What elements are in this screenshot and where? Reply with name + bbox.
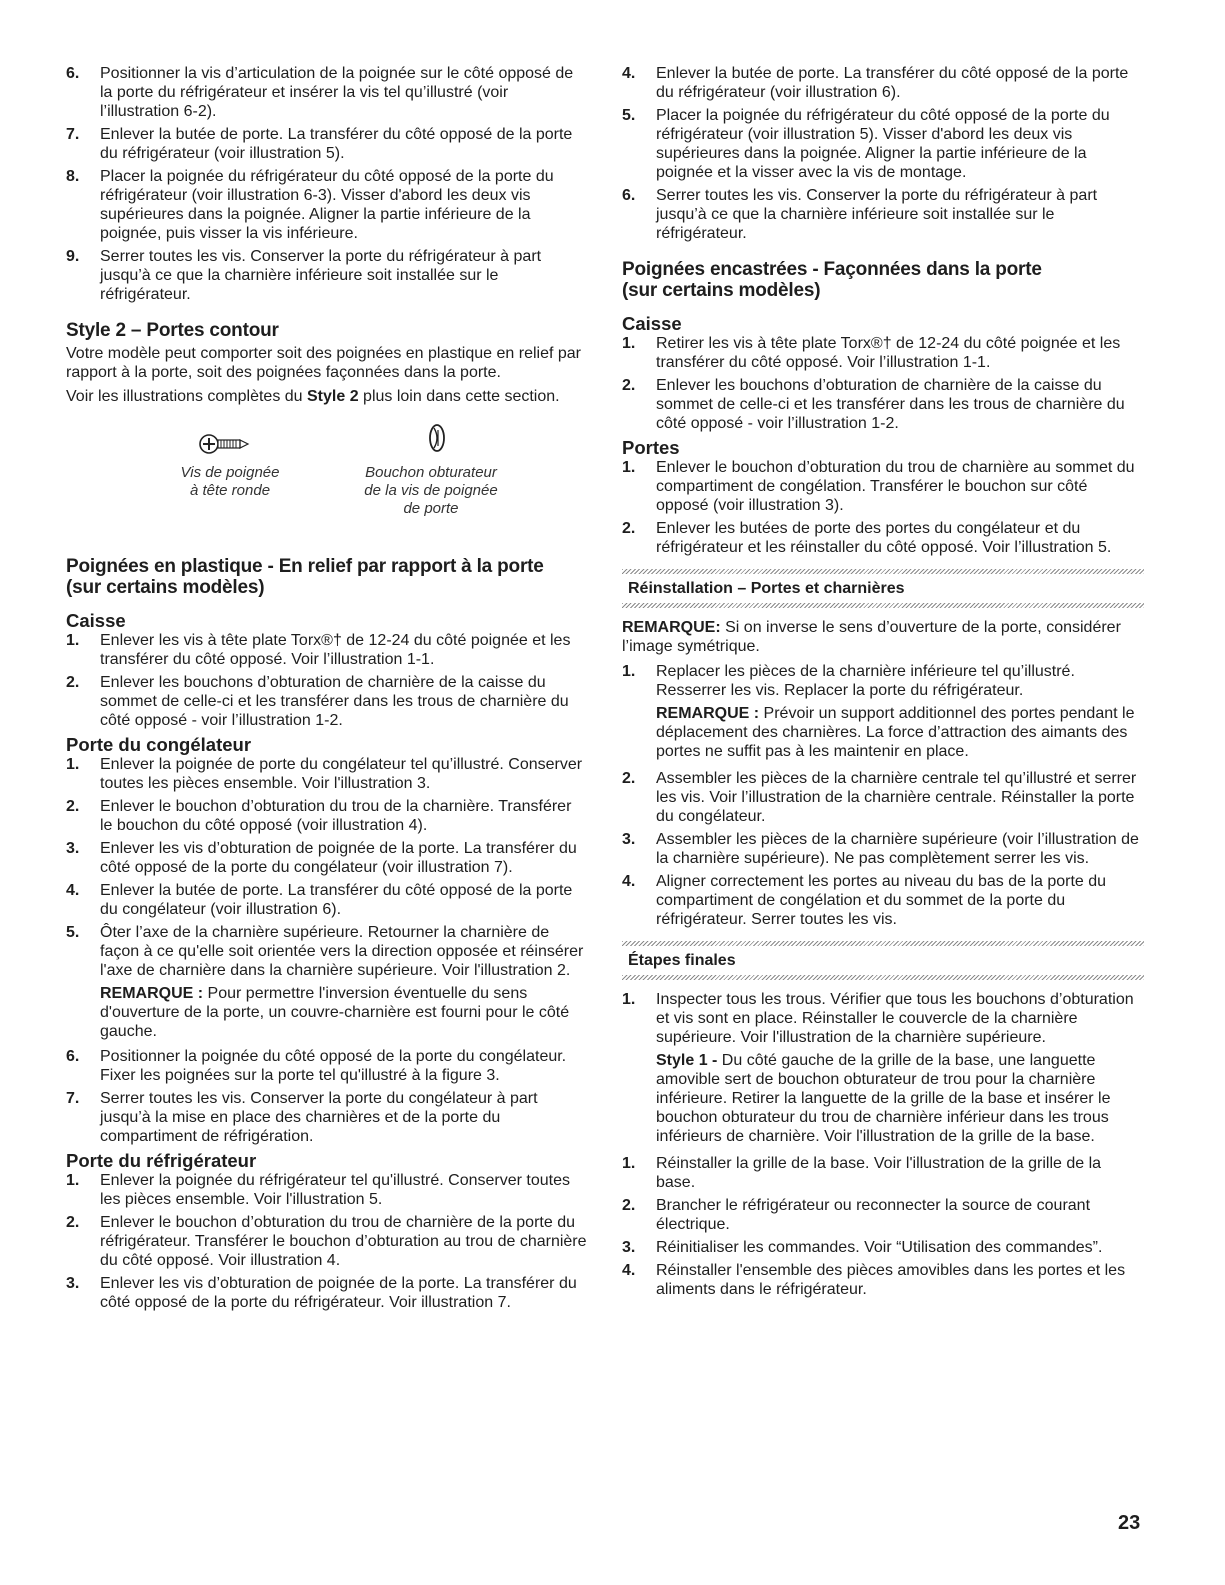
list-item [66,1274,588,1312]
step-text: Inspecter tous les trous. Vérifier que tous les bouchons d’obturation et vis sont en place. Réinstaller le couvercle de la charnière supérieure. Voir l'illustration de la charnière supérieure. [656,991,1134,1046]
list-item [622,1154,1144,1192]
step-number: 1. [622,991,636,1008]
list-item [66,167,588,243]
intro-steps-left [66,64,588,304]
reinstall-title: Réinstallation – Portes et charnières [628,580,905,597]
step-text: Enlever les vis d’obturation de poignée de la porte. La transférer du côté opposé de la porte du réfrigérateur. Voir illustration 7. [100,1275,577,1311]
step-text: Ôter l’axe de la charnière supérieure. Retourner la charnière de façon à ce qu'elle soit orientée vers la direction opposée et réinsérer l'axe de charnière dans la charnière supérieure. Voir l'illustration 2. [100,924,584,979]
step-text: Réinitialiser les commandes. Voir “Utilisation des commandes”. [656,1239,1103,1256]
hardware-figures [66,406,588,536]
step-text: Enlever les vis à tête plate Torx®† de 12-24 du côté poignée et les transférer du côté opposé. Voir l’illustration 1-1. [100,632,571,668]
step-number: 1. [622,663,636,680]
list-item [622,64,1144,102]
right-column [622,64,1144,1303]
freezer-door-note: REMARQUE : Pour permettre l'inversion éventuelle du sens d'ouverture de la porte, un couvre-charnière est fourni pour le côté gauche. [100,985,570,1040]
step-number: 1. [622,335,636,352]
reinstall-steps-a [622,662,1144,700]
step-text: Assembler les pièces de la charnière centrale tel qu’illustré et serrer les vis. Voir l’illustration de la charnière centrale. Réinstaller la porte du congélateur. [656,770,1137,825]
list-item [66,1213,588,1270]
fridge-door-title: Porte du réfrigérateur [66,1150,257,1171]
step-number: 6. [66,1048,80,1065]
step-number: 4. [622,873,636,890]
caisse-steps-right [622,334,1144,433]
list-item [66,923,588,980]
step-text: Réinstaller l'ensemble des pièces amovibles dans les portes et les aliments dans le réfrigérateur. [656,1262,1126,1298]
reinstall-note: REMARQUE: Si on inverse le sens d’ouverture de la porte, considérer l’image symétrique. [622,619,1121,655]
list-item [622,872,1144,929]
step-text: Brancher le réfrigérateur ou reconnecter la source de courant électrique. [656,1197,1091,1233]
list-item [622,186,1144,243]
list-item [622,106,1144,182]
step-number: 2. [622,1197,636,1214]
step-text: Enlever la butée de porte. La transférer du côté opposé de la porte du congélateur (voir illustration 6). [100,882,573,918]
list-item [66,247,588,304]
step-text: Enlever les vis d’obturation de poignée de la porte. La transférer du côté opposé de la porte du congélateur (voir illustration 7). [100,840,577,876]
step-number: 2. [66,674,80,691]
list-item [66,797,588,835]
step-number: 9. [66,248,80,265]
list-item [622,334,1144,372]
reinstall-inner-note: REMARQUE : Prévoir un support additionnel des portes pendant le déplacement des charnières. La force d’attraction des aimants des portes ne suffit pas à les maintenir en place. [656,705,1135,760]
figure-caption-screw: Vis de poignée à tête ronde [180,464,280,499]
list-item [66,125,588,163]
step-text: Positionner la vis d’articulation de la poignée sur le côté opposé de la porte du réfrigérateur et insérer la vis tel qu’illustré (voir l’illustration 6-2). [100,65,574,120]
list-item [66,1171,588,1209]
step-number: 3. [66,1275,80,1292]
list-item [622,519,1144,557]
step-number: 4. [66,882,80,899]
step-text: Positionner la poignée du côté opposé de la porte du congélateur. Fixer les poignées sur la porte tel qu'illustré à la figure 3. [100,1048,567,1084]
step-text: Enlever la poignée de porte du congélateur tel qu’illustré. Conserver toutes les pièces ensemble. Voir l'illustration 3. [100,756,583,792]
step-text: Replacer les pièces de la charnière inférieure tel qu’illustré. Resserrer les vis. Replacer la porte du réfrigérateur. [656,663,1075,699]
step-text: Enlever le bouchon d’obturation du trou de charnière au sommet du compartiment de congélation. Transférer le bouchon sur côté opposé (voir illustration 3). [656,459,1135,514]
final-steps-a [622,990,1144,1047]
style2-para1: Votre modèle peut comporter soit des poignées en plastique en relief par rapport à la porte, soit des poignées façonnées dans la porte. [66,345,581,381]
step-number: 8. [66,168,80,185]
list-item [66,673,588,730]
step-number: 5. [66,924,80,941]
caisse-title-left: Caisse [66,610,126,631]
style1-note: Style 1 - Du côté gauche de la grille de la base, une languette amovible sert de bouchon obturateur de trou pour la charnière inférieure. Retirer la languette de la grille de la base et insérer le bouchon obturateur du trou de charnière inférieur dans les trous inférieurs de charnière. Voir l'illustration de la grille de la base. [656,1052,1111,1145]
list-item [66,631,588,669]
list-item [622,376,1144,433]
step-number: 2. [622,520,636,537]
divider-band [622,603,1144,608]
step-number: 4. [622,65,636,82]
step-number: 3. [66,840,80,857]
list-item [622,1238,1144,1257]
step-text: Serrer toutes les vis. Conserver la porte du réfrigérateur à part jusqu’à ce que la charnière inférieure soit installée sur le réfrigérateur. [100,248,542,303]
plastic-handles-title: Poignées en plastique - En relief par rapport à la porte (sur certains modèles) [66,556,544,598]
step-number: 7. [66,126,80,143]
recessed-handles-title: Poignées encastrées - Façonnées dans la porte (sur certains modèles) [622,259,1042,301]
step-text: Serrer toutes les vis. Conserver la porte du réfrigérateur à part jusqu’à ce que la charnière inférieure soit installée sur le réfrigérateur. [656,187,1098,242]
list-item [66,1089,588,1146]
step-number: 5. [622,107,636,124]
step-number: 1. [66,1172,80,1189]
freezer-door-steps-2 [66,1047,588,1146]
step-text: Réinstaller la grille de la base. Voir l'illustration de la grille de la base. [656,1155,1102,1191]
step-text: Enlever le bouchon d’obturation du trou de la charnière. Transférer le bouchon du côté opposé (voir illustration 4). [100,798,572,834]
step-number: 1. [66,632,80,649]
freezer-door-steps [66,755,588,980]
final-steps-title: Étapes finales [628,952,736,969]
intro-steps-right [622,64,1144,243]
step-number: 3. [622,831,636,848]
doors-steps [622,458,1144,557]
step-text: Enlever les butées de porte des portes du congélateur et du réfrigérateur et les réinstaller du côté opposé. Voir l’illustration 5. [656,520,1112,556]
step-number: 6. [66,65,80,82]
round-head-screw-icon [198,429,252,459]
step-number: 3. [622,1239,636,1256]
freezer-door-title: Porte du congélateur [66,734,252,755]
list-item [622,1196,1144,1234]
step-text: Enlever la butée de porte. La transférer du côté opposé de la porte du réfrigérateur (voir illustration 6). [656,65,1129,101]
step-text: Enlever les bouchons d’obturation de charnière de la caisse du sommet de celle-ci et les transférer dans les trous de charnière du côté opposé - voir l’illustration 1-2. [656,377,1125,432]
step-text: Enlever les bouchons d’obturation de charnière de la caisse du sommet de celle-ci et les transférer dans les trous de charnière du côté opposé - voir l’illustration 1-2. [100,674,569,729]
list-item [622,769,1144,826]
list-item [622,830,1144,868]
caisse-steps-left [66,631,588,730]
step-number: 2. [622,377,636,394]
step-number: 2. [622,770,636,787]
step-number: 1. [622,1155,636,1172]
step-text: Enlever le bouchon d’obturation du trou de charnière de la porte du réfrigérateur. Transférer le bouchon d’obturation au trou de charnière du côté opposé. Voir illustration 4. [100,1214,587,1269]
left-column [66,64,588,1316]
step-text: Retirer les vis à tête plate Torx®† de 12-24 du côté poignée et les transférer du côté opposé. Voir l’illustration 1-1. [656,335,1121,371]
list-item [66,839,588,877]
step-number: 1. [622,459,636,476]
list-item [622,990,1144,1047]
list-item [66,1047,588,1085]
step-text: Assembler les pièces de la charnière supérieure (voir l’illustration de la charnière supérieure). Ne pas complètement serrer les vis. [656,831,1139,867]
caisse-title-right: Caisse [622,313,682,334]
list-item [66,64,588,121]
step-text: Serrer toutes les vis. Conserver la porte du congélateur à part jusqu’à la mise en place des charnières et de la porte du compartiment de réfrigération. [100,1090,538,1145]
step-text: Placer la poignée du réfrigérateur du côté opposé de la porte du réfrigérateur (voir illustration 5). Visser d'abord les deux vis supérieures dans la poignée. Aligner la partie inférieure de la poignée et la visser avec la vis de montage. [656,107,1110,181]
step-text: Enlever la butée de porte. La transférer du côté opposé de la porte du réfrigérateur (voir illustration 5). [100,126,573,162]
fridge-door-steps [66,1171,588,1312]
reinstall-steps-b [622,769,1144,929]
step-number: 4. [622,1262,636,1279]
step-text: Enlever la poignée du réfrigérateur tel qu'illustré. Conserver toutes les pièces ensemble. Voir l'illustration 5. [100,1172,570,1208]
step-number: 2. [66,1214,80,1231]
style2-title: Style 2 – Portes contour [66,320,279,341]
list-item [66,881,588,919]
step-number: 1. [66,756,80,773]
step-number: 2. [66,798,80,815]
step-number: 6. [622,187,636,204]
list-item [622,458,1144,515]
figure-caption-plug: Bouchon obturateur de la vis de poignée de porte [364,464,498,517]
style2-para2: Voir les illustrations complètes du Style 2 plus loin dans cette section. [66,388,560,405]
step-text: Placer la poignée du réfrigérateur du côté opposé de la porte du réfrigérateur (voir illustration 6-3). Visser d'abord les deux vis supérieures dans la poignée. Aligner la partie inférieure de la poignée, puis visser la vis inférieure. [100,168,554,242]
doors-title: Portes [622,437,680,458]
plug-icon [424,420,450,456]
list-item [622,662,1144,700]
list-item [66,755,588,793]
final-steps-b [622,1154,1144,1299]
list-item [622,1261,1144,1299]
step-number: 7. [66,1090,80,1107]
page-number: 23 [1118,1512,1141,1534]
step-text: Aligner correctement les portes au niveau du bas de la porte du compartiment de congélation et du sommet de la porte du réfrigérateur. Serrer toutes les vis. [656,873,1107,928]
